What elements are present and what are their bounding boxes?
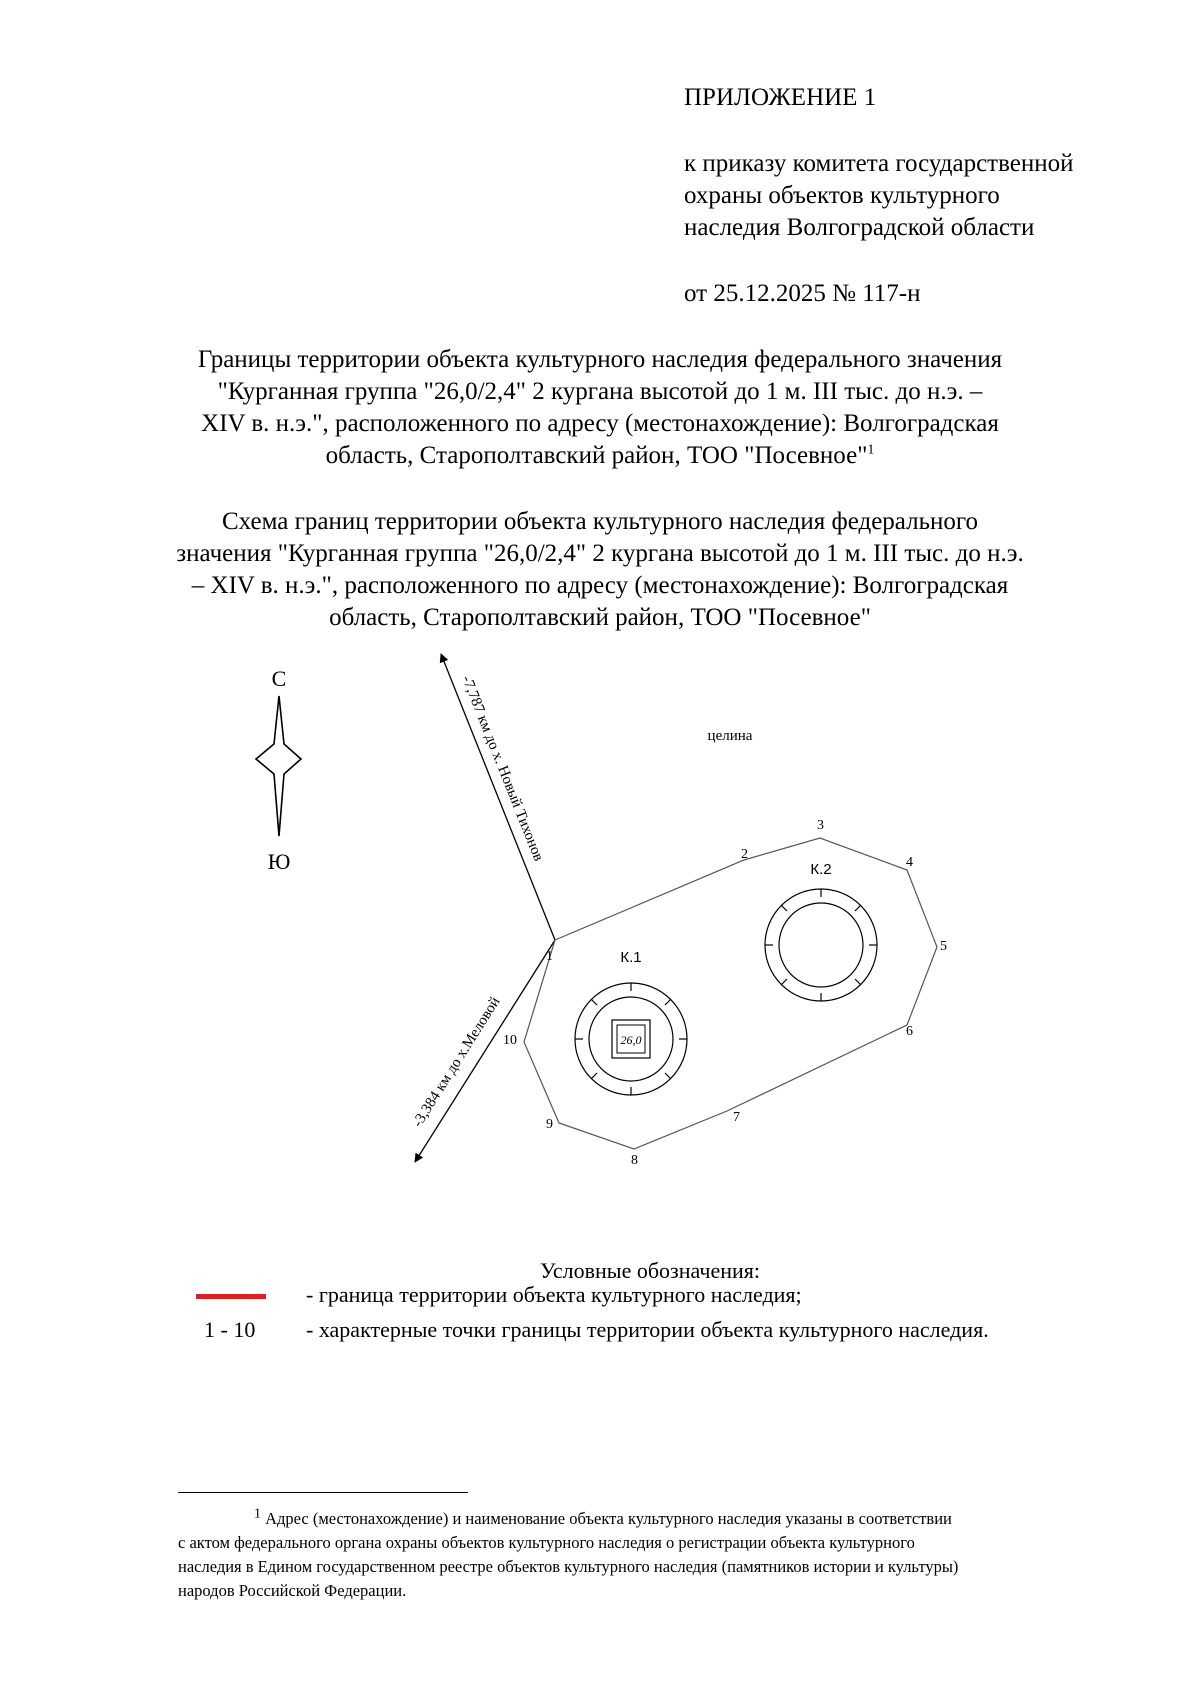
mound-2 — [765, 861, 877, 1001]
mound-1-label: К.1 — [620, 949, 642, 966]
footnote-text: Адрес (местонахождение) и наименование объекта культурного наследия указаны в соответствии — [265, 1509, 952, 1528]
title-line: "Курганная группа "26,0/2,4" 2 кургана высотой до 1 м. III тыс. до н.э. – — [217, 378, 983, 405]
boundary-point: 3 — [817, 818, 824, 833]
boundary-point-labels — [503, 818, 947, 1168]
legend-boundary-line — [196, 1294, 266, 1299]
subtitle-line: область, Старополтавский район, ТОО "Посевное" — [329, 604, 871, 631]
boundary-point: 1 — [546, 949, 553, 964]
compass-icon — [256, 666, 301, 874]
boundary-point: 7 — [733, 1110, 740, 1125]
subtitle-line: значения "Курганная группа "26,0/2,4" 2 кургана высотой до 1 м. III тыс. до н.э. — [176, 540, 1024, 567]
footnote-line: народов Российской Федерации. — [178, 1581, 407, 1600]
boundary-point: 5 — [940, 939, 947, 954]
mound-1 — [575, 949, 687, 1095]
boundary-point: 8 — [631, 1153, 638, 1168]
title-line-text: область, Старополтавский район, ТОО "Посевное" — [325, 442, 868, 469]
land-type-label: целина — [707, 728, 753, 744]
order-line: наследия Волгоградской области — [684, 214, 1035, 241]
legend-boundary-desc: - граница территории объекта культурного наследия; — [306, 1282, 802, 1307]
footnote-line — [178, 1507, 1154, 1531]
boundary-point: 4 — [906, 855, 913, 870]
boundary-point: 9 — [546, 1117, 553, 1132]
direction-label-southwest: -3,384 км до х.Меловой — [409, 994, 504, 1131]
boundary-point: 6 — [906, 1024, 913, 1039]
compass-south-label: Ю — [267, 849, 291, 874]
footnote-mark: 1 — [254, 1506, 261, 1522]
direction-arrow-southwest — [415, 940, 555, 1162]
footnote — [178, 1507, 1154, 1603]
legend-points-symbol: 1 - 10 — [204, 1317, 256, 1342]
subtitle-line: – XIV в. н.э.", расположенного по адресу (местонахождение): Волгоградская — [191, 572, 1009, 599]
order-date: от 25.12.2025 № 117-н — [684, 280, 921, 307]
boundary-point: 2 — [741, 847, 748, 862]
footnote-line: с актом федерального органа охраны объектов культурного наследия о регистрации объекта культурного — [178, 1533, 915, 1552]
footnote-line: наследия в Едином государственном реестре объектов культурного наследия (памятников истории и культуры) — [178, 1557, 959, 1576]
direction-arrow-north — [441, 654, 555, 940]
height-mark: 26,0 — [620, 1033, 642, 1047]
footnote-reference: 1 — [867, 442, 875, 458]
legend-title: Условные обозначения: — [539, 1258, 761, 1283]
order-line: к приказу комитета государственной — [684, 150, 1074, 177]
subtitle-line: Схема границ территории объекта культурного наследия федерального — [221, 508, 979, 535]
boundary-point: 10 — [503, 1033, 517, 1048]
compass-north-label: С — [271, 666, 287, 691]
footnote-separator — [178, 1492, 468, 1493]
heritage-boundary — [524, 838, 937, 1149]
direction-label-north: -7,787 км до х. Новый Тихонов — [458, 673, 547, 864]
title-line: XIV в. н.э.", расположенного по адресу (местонахождение): Волгоградская — [201, 410, 999, 437]
title-line: Границы территории объекта культурного наследия федерального значения — [197, 346, 1003, 373]
appendix-title: ПРИЛОЖЕНИЕ 1 — [684, 84, 877, 111]
order-line: охраны объектов культурного — [684, 182, 1000, 209]
mound-2-label: К.2 — [810, 861, 832, 878]
legend-points-desc: - характерные точки границы территории объекта культурного наследия. — [306, 1317, 989, 1342]
